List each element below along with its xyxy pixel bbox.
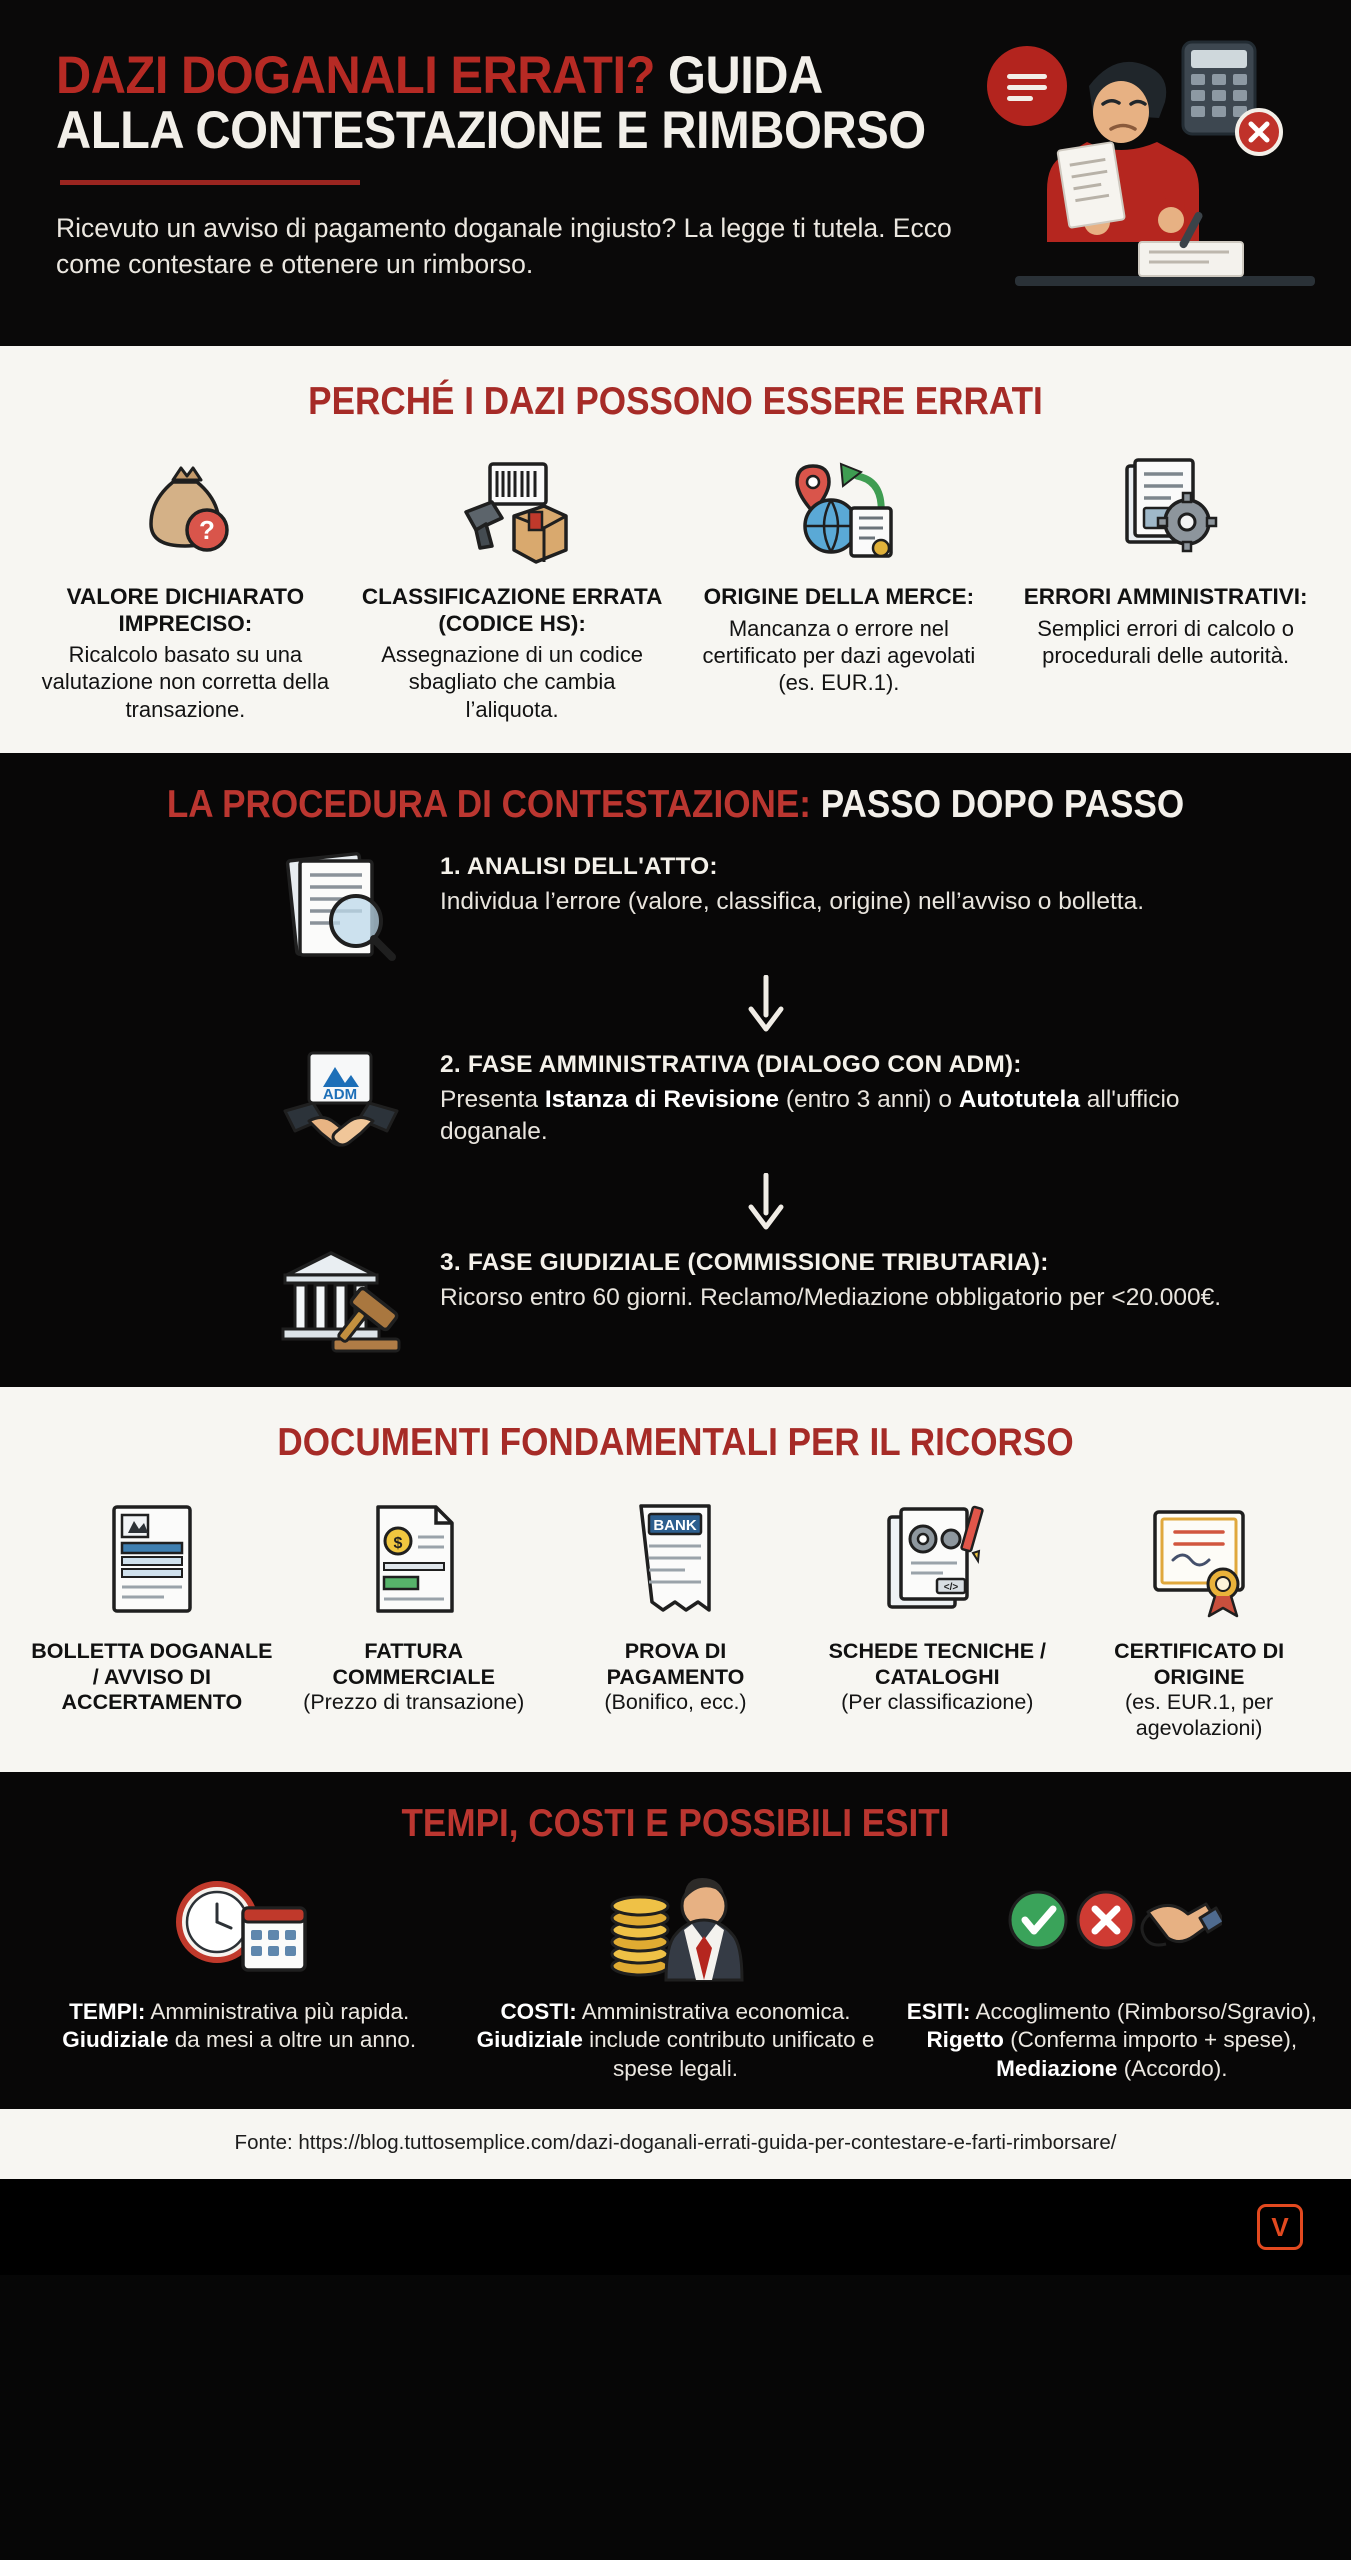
document-heading: BOLLETTA DOGANALE / AVVISO DI ACCERTAMENTO	[31, 1638, 273, 1715]
document-magnifier-icon	[276, 847, 406, 963]
page-title	[56, 46, 976, 161]
hero-subtitle: Ricevuto un avviso di pagamento doganale ingiusto? La legge ti tutela. Ecco come contestare e ottenere un rimborso.	[56, 213, 952, 279]
outcomes-section	[0, 1772, 1351, 2109]
source-text: Fonte: https://blog.tuttosemplice.com/dazi-doganali-errati-guida-per-contestare-e-farti-rimborsare/	[234, 2131, 1117, 2155]
brand-logo-icon: V	[1257, 2204, 1303, 2250]
hero-section	[0, 0, 1351, 346]
outcome-text: COSTI: Amministrativa economica. Giudiziale include contributo unificato e spese legali.	[476, 1999, 875, 2081]
step-body: Individua l’errore (valore, classifica, origine) nell’avviso o bolletta.	[440, 887, 1145, 915]
coins-lawyer-icon	[468, 1868, 882, 1988]
procedure-title-white: PASSO DOPO PASSO	[820, 782, 1185, 826]
reason-body: Assegnazione di un codice sbagliato che cambia l’aliquota.	[381, 642, 643, 722]
clock-calendar-icon	[32, 1868, 446, 1988]
reason-body: Mancanza o errore nel certificato per dazi agevolati (es. EUR.1).	[702, 615, 976, 696]
step-item	[0, 847, 1351, 963]
document-heading: PROVA DI PAGAMENTO	[606, 1638, 745, 1689]
reason-heading: VALORE DICHIARATO IMPRECISO:	[66, 584, 305, 636]
step-heading: 3. FASE GIUDIZIALE (COMMISSIONE TRIBUTARIA):	[440, 1248, 1049, 1276]
title-line1-red: DAZI DOGANALI ERRATI?	[56, 46, 655, 105]
document-sub: (Per classificazione)	[841, 1690, 1034, 1715]
outcome-text: ESITI: Accoglimento (Rimborso/Sgravio), Rigetto (Conferma importo + spese), Mediazione (Accordo).	[906, 1999, 1317, 2081]
reason-heading: CLASSIFICAZIONE ERRATA (CODICE HS):	[361, 584, 663, 636]
reason-heading: ERRORI AMMINISTRATIVI:	[1023, 584, 1308, 609]
step-body: Presenta Istanza di Revisione (entro 3 anni) o Autotutela all'ufficio doganale.	[440, 1085, 1180, 1146]
title-line2: ALLA CONTESTAZIONE E RIMBORSO	[56, 101, 926, 161]
courthouse-gavel-icon	[276, 1243, 406, 1361]
bank-receipt-icon	[554, 1495, 798, 1627]
document-card	[809, 1495, 1065, 1742]
adm-handshake-icon	[276, 1045, 406, 1161]
money-bag-question-icon	[34, 450, 337, 570]
svg-text:BANK: BANK	[653, 1516, 698, 1534]
reason-card	[680, 450, 999, 723]
reason-card	[1006, 450, 1325, 723]
outcome-card	[462, 1868, 888, 2083]
document-card	[286, 1495, 542, 1742]
title-line1-white: GUIDA	[667, 46, 823, 105]
flow-arrow-down-icon	[0, 963, 1351, 1045]
document-heading: SCHEDE TECNICHE / CATALOGHI	[828, 1638, 1046, 1689]
invoice-icon	[292, 1495, 536, 1627]
documents-section-title: DOCUMENTI FONDAMENTALI PER IL RICORSO	[277, 1420, 1074, 1464]
barcode-scanner-box-icon	[361, 450, 664, 570]
reasons-section	[0, 346, 1351, 753]
procedure-section	[0, 753, 1351, 1387]
globe-origin-certificate-icon	[688, 450, 991, 570]
procedure-title-red: LA PROCEDURA DI CONTESTAZIONE:	[166, 782, 811, 826]
reason-body: Ricalcolo basato su una valutazione non corretta della transazione.	[41, 642, 330, 722]
procedure-section-title	[68, 783, 1284, 827]
worried-person-illustration	[971, 24, 1331, 324]
outcome-card	[899, 1868, 1325, 2083]
document-card	[1071, 1495, 1327, 1742]
svg-text:ADM: ADM	[322, 1085, 358, 1103]
reasons-grid	[0, 424, 1351, 723]
title-divider	[60, 180, 360, 185]
step-heading: 2. FASE AMMINISTRATIVA (DIALOGO CON ADM):	[440, 1050, 1022, 1078]
brand-bar	[0, 2179, 1351, 2275]
source-bar	[0, 2109, 1351, 2179]
reasons-section-title: PERCHÉ I DAZI POSSONO ESSERE ERRATI	[308, 380, 1043, 423]
document-card	[24, 1495, 280, 1742]
document-sub: (Prezzo di transazione)	[303, 1690, 525, 1715]
document-card	[548, 1495, 804, 1742]
step-body: Ricorso entro 60 giorni. Reclamo/Mediazione obbligatorio per <20.000€.	[440, 1283, 1222, 1311]
steps-list	[0, 827, 1351, 1361]
documents-grid	[0, 1465, 1351, 1742]
check-cross-handshake-icon	[905, 1868, 1319, 1988]
outcome-card	[26, 1868, 452, 2083]
document-sub: (es. EUR.1, per agevolazioni)	[1125, 1690, 1274, 1741]
svg-text:?: ?	[199, 515, 216, 545]
document-heading: FATTURA COMMERCIALE	[332, 1638, 495, 1689]
tech-sheets-icon	[815, 1495, 1059, 1627]
svg-text:$: $	[393, 1534, 403, 1552]
document-sub: (Bonifico, ecc.)	[604, 1690, 747, 1715]
step-item	[0, 1243, 1351, 1361]
reason-card	[353, 450, 672, 723]
outcomes-section-title: TEMPI, COSTI E POSSIBILI ESITI	[401, 1802, 950, 1846]
outcome-text: TEMPI: Amministrativa più rapida. Giudiziale da mesi a oltre un anno.	[62, 1999, 417, 2053]
origin-certificate-icon	[1077, 1495, 1321, 1627]
reason-card	[26, 450, 345, 723]
document-gear-icon	[1014, 450, 1317, 570]
customs-bill-icon	[30, 1495, 274, 1627]
flow-arrow-down-icon	[0, 1161, 1351, 1243]
reason-body: Semplici errori di calcolo o procedurali delle autorità.	[1037, 615, 1294, 668]
svg-text:</>: </>	[944, 1581, 959, 1593]
step-item	[0, 1045, 1351, 1161]
outcomes-grid	[0, 1846, 1351, 2083]
document-heading: CERTIFICATO DI ORIGINE	[1114, 1638, 1285, 1689]
reason-heading: ORIGINE DELLA MERCE:	[703, 584, 975, 609]
documents-section	[0, 1387, 1351, 1772]
step-heading: 1. ANALISI DELL'ATTO:	[440, 852, 718, 880]
